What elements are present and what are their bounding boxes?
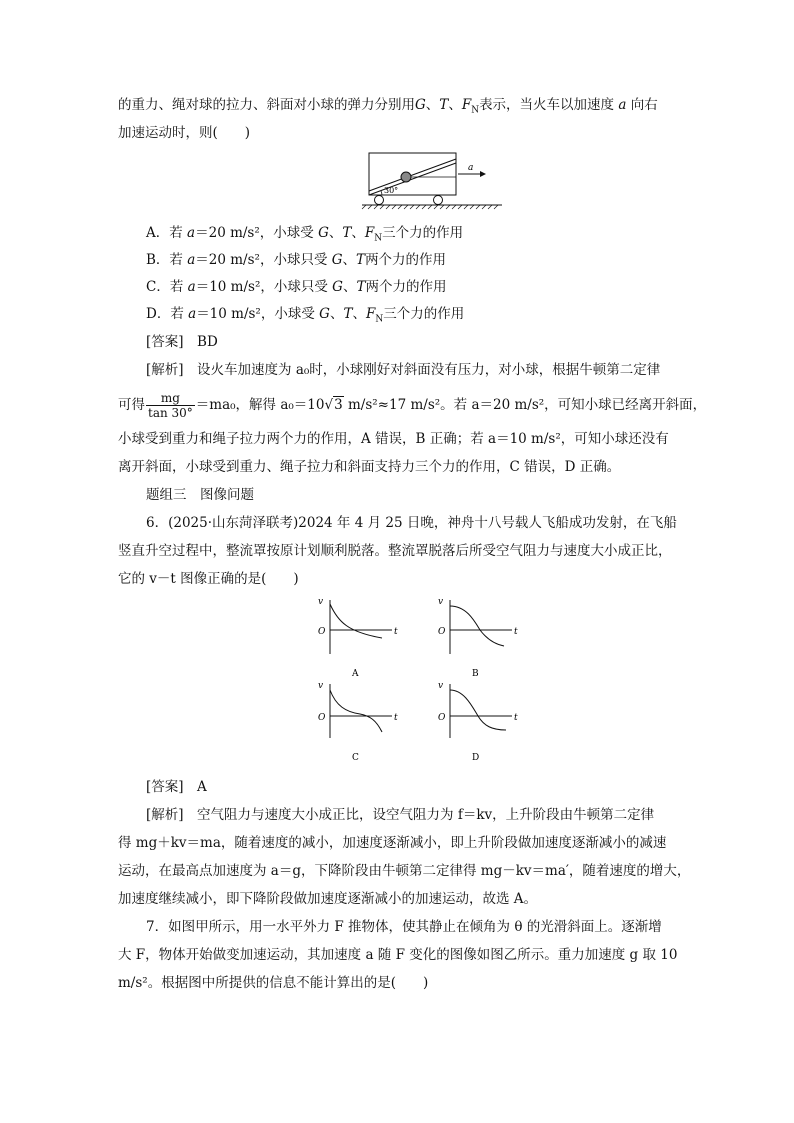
graph-label: A [352, 669, 359, 679]
symbol-a: a [187, 279, 196, 295]
axis-v-label: v [438, 681, 444, 691]
q6-stem-line-2: 竖直升空过程中，整流罩按原计划顺利脱落。整流罩脱落后所受空气阻力与速度大小成正比， [118, 543, 672, 559]
angle-label: 30° [384, 186, 399, 195]
symbol-a: a [618, 97, 627, 113]
symbol-g: G [331, 252, 343, 268]
option-a-prefix: A．若 [146, 225, 183, 241]
symbol-g: G [319, 306, 330, 322]
option-b [146, 251, 446, 269]
symbol-f: F [365, 306, 376, 322]
wheel-right [434, 196, 443, 205]
v-t-curve [330, 690, 382, 732]
separator: 、 [328, 225, 343, 241]
q6-graph-c [312, 676, 402, 766]
answer-value: A [197, 779, 207, 795]
symbol-t: T [356, 252, 366, 268]
v-t-curve [450, 606, 504, 646]
option-d [146, 305, 464, 323]
fraction [146, 391, 195, 420]
graph-label: D [472, 753, 480, 763]
separator: 、 [329, 306, 344, 322]
axis-v-label: v [318, 681, 324, 691]
symbol-a: a [187, 252, 196, 268]
option-a-cond: ＝20 m/s²，小球受 [195, 225, 314, 241]
q5-stem-line-1 [118, 96, 658, 114]
analysis-text: ＝ma₀，解得 a₀＝10 [195, 397, 325, 413]
q5-analysis-line-3: 小球受到重力和绳子拉力两个力的作用，A 错误，B 正确；若 a＝10 m/s²，可知小球还没有 [118, 431, 669, 447]
sqrt-value: 3 [334, 397, 343, 413]
analysis-text: m/s²≈17 m/s²。若 a＝20 m/s²，可知小球已经离开斜面， [343, 397, 707, 413]
v-t-curve [450, 690, 506, 730]
option-a [146, 224, 463, 242]
fraction-denominator: tan 30° [148, 406, 193, 420]
option-c-cond: ＝10 m/s²，小球只受 [195, 279, 328, 295]
subscript-n: N [471, 105, 480, 116]
symbol-t: T [439, 97, 449, 113]
symbol-f: F [461, 97, 472, 113]
group-title: 题组三 图像问题 [146, 487, 254, 503]
subscript-n: N [375, 314, 384, 325]
axis-t-label: t [394, 713, 398, 723]
q7-stem-line-3: m/s²。根据图中所提供的信息不能计算出的是( ) [118, 975, 429, 991]
origin-label: O [438, 627, 446, 637]
train-body [369, 153, 456, 195]
q5-analysis-line-1 [146, 361, 660, 379]
wheel-left [375, 196, 384, 205]
symbol-g: G [318, 225, 329, 241]
symbol-a: a [188, 306, 197, 322]
option-b-prefix: B．若 [146, 252, 183, 268]
symbol-a: a [187, 225, 196, 241]
incline-lower [369, 163, 456, 195]
origin-label: O [438, 713, 446, 723]
q6-answer [146, 778, 207, 796]
separator: 、 [425, 97, 440, 113]
symbol-g: G [415, 97, 426, 113]
q7-stem-line-2: 大 F，物体开始做变加速运动，其加速度 a 随 F 变化的图像如图乙所示。重力加速度 g 取 10 [118, 947, 678, 963]
separator: 、 [342, 279, 357, 295]
ground-hatch [362, 205, 498, 209]
symbol-f: F [364, 225, 375, 241]
axis-v-label: v [438, 597, 444, 607]
answer-value: BD [197, 334, 218, 350]
v-t-curve [330, 604, 382, 638]
axis-t-label: t [394, 627, 398, 637]
q7-stem-line-1: 7．如图甲所示，用一水平外力 F 推物体，使其静止在倾角为 θ 的光滑斜面上。逐渐增 [146, 919, 662, 935]
origin-label: O [318, 713, 326, 723]
ball [401, 172, 411, 182]
q6-stem-line-1: 6．(2025·山东菏泽联考)2024 年 4 月 25 日晚，神舟十八号载人飞船成功发射，在飞船 [146, 515, 677, 531]
axis-v-label: v [318, 597, 324, 607]
angle-arc [381, 191, 382, 195]
q6-analysis-line-2: 得 mg＋kv＝ma，随着速度的减小，加速度逐渐减小，即上升阶段做加速度逐渐减小的减速 [118, 835, 667, 851]
answer-label: [答案] [146, 334, 184, 350]
separator: 、 [448, 97, 462, 113]
q6-stem-line-3: 它的 v－t 图像正确的是( ) [118, 571, 299, 587]
analysis-label: [解析] [146, 362, 184, 378]
arrow-head [480, 171, 486, 177]
q5-answer [146, 333, 218, 351]
separator: 、 [342, 252, 357, 268]
accel-label: a [468, 163, 474, 173]
subscript-n: N [374, 233, 383, 244]
option-c-prefix: C．若 [146, 279, 184, 295]
q5-stem-text: 的重力、绳对球的拉力、斜面对小球的弹力分别用 [118, 97, 415, 113]
q6-analysis-line-4: 加速度继续减小，即下降阶段做加速度逐渐减小的加速运动，故选 A。 [118, 891, 538, 907]
axis-t-label: t [514, 627, 518, 637]
q6-graph-b [432, 592, 522, 682]
q5-stem-line-2: 加速运动时，则( ) [118, 125, 251, 141]
q5-stem-text: 表示，当火车以加速度 [479, 97, 615, 113]
axis-t-label: t [514, 713, 518, 723]
option-d-post: 三个力的作用 [383, 306, 465, 322]
q6-graph-a [312, 592, 402, 682]
origin-label: O [318, 627, 326, 637]
incline-upper [369, 159, 456, 191]
analysis-text: 空气阻力与速度大小成正比，设空气阻力为 f＝kv，上升阶段由牛顿第二定律 [197, 807, 655, 823]
symbol-t: T [356, 279, 366, 295]
option-c-post: 两个力的作用 [365, 279, 447, 295]
option-b-post: 两个力的作用 [365, 252, 447, 268]
option-d-cond: ＝10 m/s²，小球受 [196, 306, 315, 322]
graph-label: C [352, 753, 359, 763]
option-c [146, 278, 446, 296]
q6-analysis-line-3: 运动，在最高点加速度为 a＝g，下降阶段由牛顿第二定律得 mg－kv＝ma′，随着速度的增大， [118, 863, 691, 879]
graph-label: B [472, 669, 479, 679]
analysis-label: [解析] [146, 807, 184, 823]
analysis-text: 可得 [118, 397, 145, 413]
q5-analysis-line-2: 可得 $\frac{mg}{\tan 30^\circ}$ ＝ma₀，解得 a₀＝10√3 m/s²≈17 m/s²。若 a＝20 m/s²，可知小球已经离开斜面， [118, 391, 707, 420]
symbol-t: T [342, 225, 352, 241]
analysis-text: 设火车加速度为 a₀时，小球刚好对斜面没有压力，对小球，根据牛顿第二定律 [197, 362, 661, 378]
separator: 、 [351, 225, 365, 241]
option-a-post: 三个力的作用 [382, 225, 464, 241]
q6-analysis-line-1 [146, 806, 654, 824]
answer-label: [答案] [146, 779, 184, 795]
q6-graph-d [432, 676, 522, 766]
q5-stem-text: 向右 [630, 97, 658, 113]
q5-analysis-line-4: 离开斜面，小球受到重力、绳子拉力和斜面支持力三个力的作用，C 错误，D 正确。 [118, 459, 621, 475]
separator: 、 [352, 306, 366, 322]
symbol-g: G [332, 279, 343, 295]
symbol-t: T [343, 306, 353, 322]
option-d-prefix: D．若 [146, 306, 184, 322]
q5-train-figure [362, 150, 512, 210]
option-b-cond: ＝20 m/s²，小球只受 [195, 252, 328, 268]
fraction-numerator: mg [146, 391, 195, 406]
